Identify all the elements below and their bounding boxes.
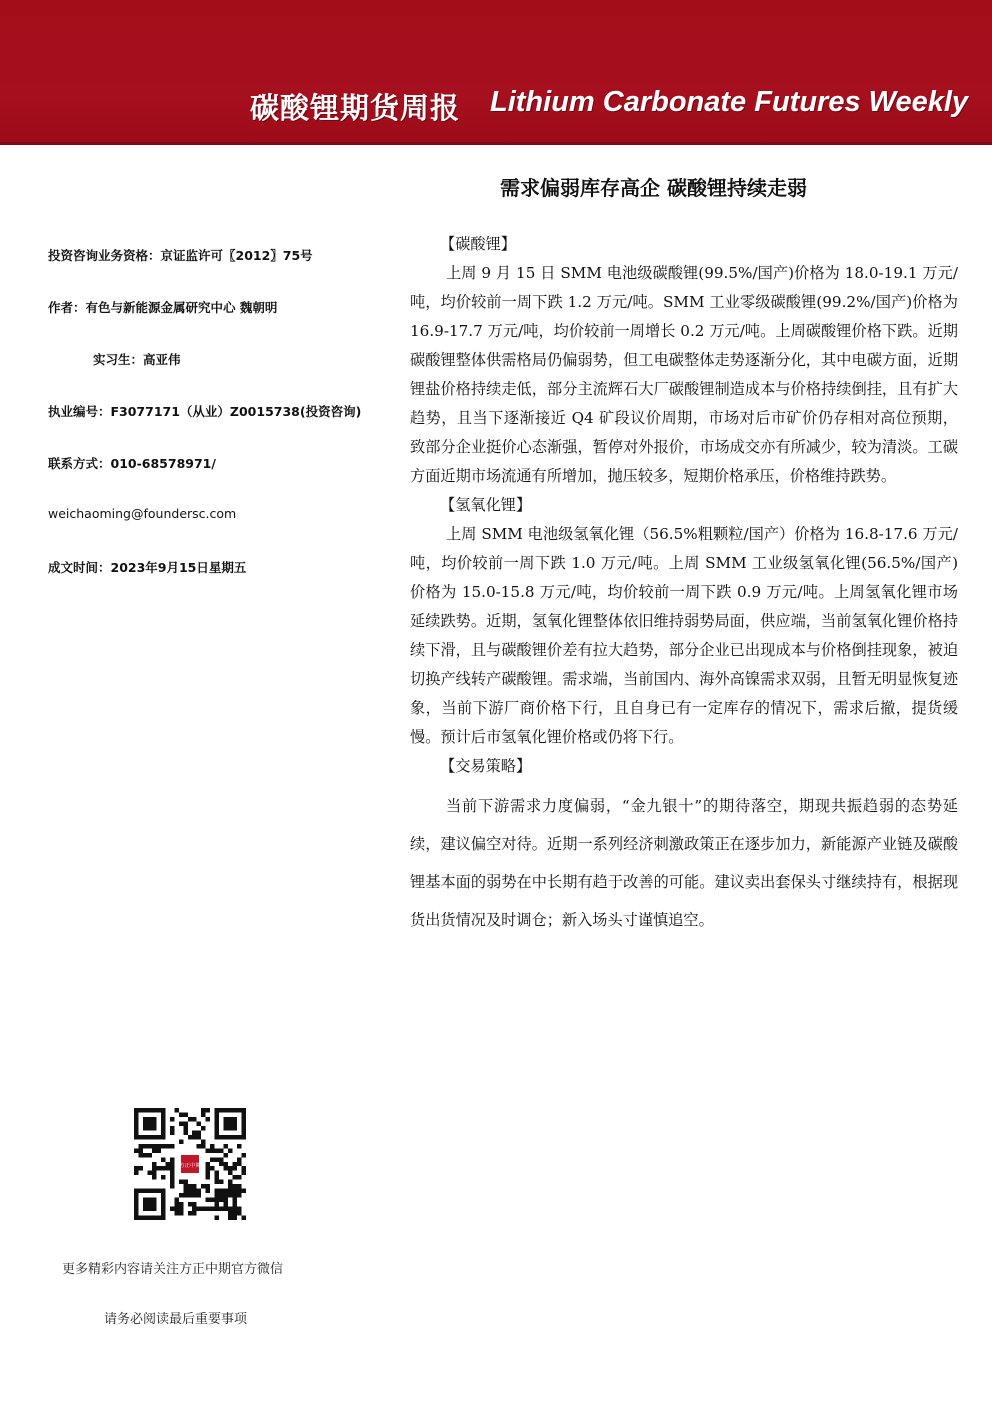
- section-body-lithium-hydroxide: 上周 SMM 电池级氢氧化锂（56.5%粗颗粒/国产）价格为 16.8-17.6 万元/吨，均价较前一周下跌 1.0 万元/吨。上周 SMM 工业级氢氧化锂(56.5%/国产)价格为 15.0-15.8 万元/吨，均价较前一周下跌 0.9 万元/吨。上周氢氧化锂市场延续跌势。近期，氢氧化锂整体依旧维持弱势局面，供应端，当前氢氧化锂价格持续下滑，且与碳酸锂价差有拉大趋势，部分企业已出现成本与价格倒挂现象，被迫切换产线转产碳酸锂。需求端，当前国内、海外高镍需求双弱，且暂无明显恢复迹象，当前下游厂商价格下行，且自身已有一定库存的情况下，需求后撤，提货缓慢。预计后市氢氧化锂价格或仍将下行。: [410, 525, 958, 746]
- section-title-lithium-hydroxide: 【氢氧化锂】: [440, 496, 532, 514]
- practice-number: 执业编号：F3077171（从业）Z0015738(投资咨询): [48, 404, 362, 419]
- header-divider: [0, 142, 992, 145]
- report-header-banner: [0, 0, 992, 142]
- report-title-cn: 碳酸锂期货周报: [250, 91, 461, 125]
- section-body-lithium-carbonate: 上周 9 月 15 日 SMM 电池级碳酸锂(99.5%/国产)价格为 18.0-19.1 万元/吨，均价较前一周下跌 1.2 万元/吨。SMM 工业零级碳酸锂(99.2%/国产)价格为 16.9-17.7 万元/吨，均价较前一周增长 0.2 万元/吨。上周碳酸锂价格下跌。近期碳酸锂整体供需格局仍偏弱势，但工电碳整体走势逐渐分化，其中电碳方面，近期锂盐价格持续走低，部分主流辉石大厂碳酸锂制造成本与价格持续倒挂，且有扩大趋势，且当下逐渐接近 Q4 矿段议价周期，市场对后市矿价仍存相对高位预期，致部分企业挺价心态渐强，暂停对外报价，市场成交亦有所减少，较为清淡。工碳方面近期市场流通有所增加，抛压较多，短期价格承压，价格维持跌势。: [410, 264, 958, 485]
- contact-phone: 联系方式：010-68578971/: [48, 456, 216, 471]
- contact-email[interactable]: weichaoming@foundersc.com: [48, 506, 237, 521]
- qr-logo-text: 方正中期: [179, 1163, 201, 1170]
- intern-info: 实习生：高亚伟: [93, 352, 181, 367]
- section-title-lithium-carbonate: 【碳酸锂】: [440, 235, 516, 253]
- wechat-follow-note: 更多精彩内容请关注方正中期官方微信: [62, 1262, 284, 1277]
- section-body-trading-strategy: 当前下游需求力度偏弱，“金九银十”的期待落空，期现共振趋弱的态势延续，建议偏空对待。近期一系列经济刺激政策正在逐步加力，新能源产业链及碳酸锂基本面的弱势在中长期有趋于改善的可能。建议卖出套保头寸继续持有，根据现货出货情况及时调仓；新入场头寸谨慎追空。: [410, 797, 958, 929]
- report-title-en: Lithium Carbonate Futures Weekly: [490, 86, 969, 118]
- license-info: 投资咨询业务资格：京证监许可〖2012〗75号: [48, 248, 313, 263]
- section-title-trading-strategy: 【交易策略】: [440, 757, 532, 775]
- author-info: 作者：有色与新能源金属研究中心 魏朝明: [48, 300, 278, 315]
- article-headline: 需求偏弱库存高企 碳酸锂持续走弱: [500, 176, 807, 200]
- publish-date: 成文时间：2023年9月15日星期五: [48, 560, 247, 575]
- qr-code-icon[interactable]: [134, 1108, 246, 1220]
- article-body: [410, 230, 958, 939]
- disclaimer-note: 请务必阅读最后重要事项: [104, 1312, 248, 1327]
